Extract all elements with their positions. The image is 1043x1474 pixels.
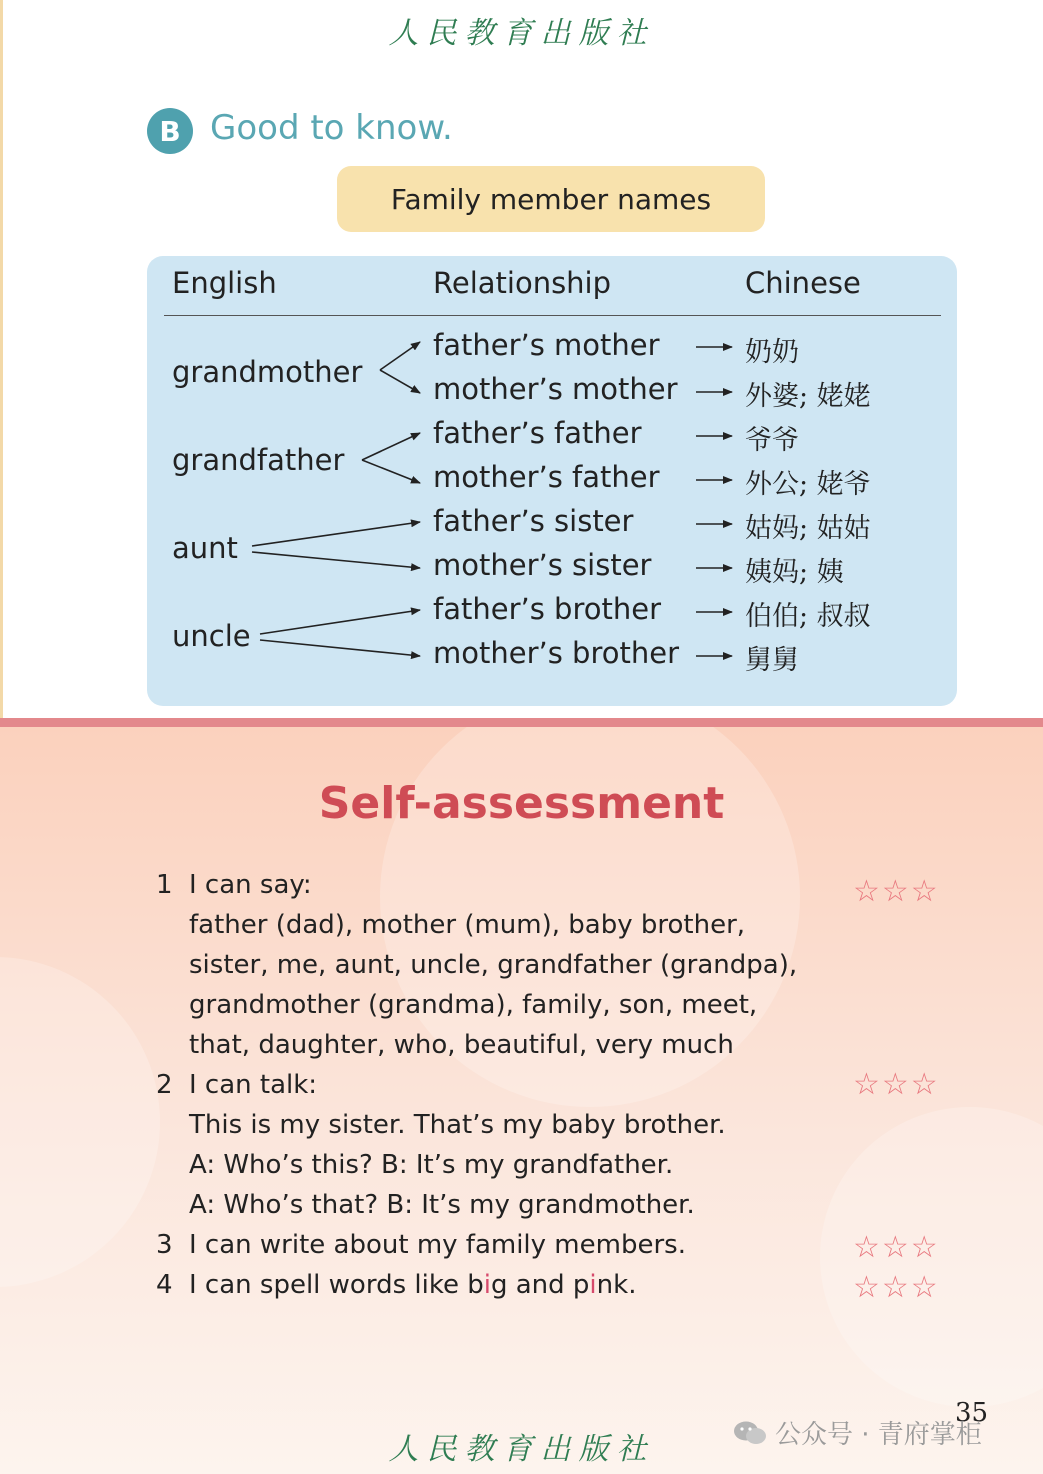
chinese-term: 奶奶 bbox=[745, 337, 799, 368]
arrow-line bbox=[380, 370, 420, 393]
chinese-term: 伯伯; 叔叔 bbox=[745, 601, 871, 632]
self-assessment-title: Self-assessment bbox=[318, 778, 725, 829]
watermark-text: 公众号 · 青府掌柜 bbox=[775, 1420, 982, 1450]
header-chinese: Chinese bbox=[745, 266, 861, 300]
term-grandmother: grandmother bbox=[172, 355, 363, 389]
item-text: I can say: bbox=[189, 870, 312, 900]
item-number: 4 bbox=[156, 1270, 173, 1300]
header-english: English bbox=[172, 266, 277, 300]
star-rating[interactable]: ☆☆☆ bbox=[853, 874, 940, 909]
relationship-text: mother’s brother bbox=[433, 636, 680, 670]
item-number: 2 bbox=[156, 1070, 173, 1100]
arrow-line bbox=[362, 433, 420, 460]
item-text: A: Who’s this? B: It’s my grandfather. bbox=[189, 1150, 674, 1180]
chinese-term: 外公; 姥爷 bbox=[745, 469, 871, 500]
item-text-part: g and p bbox=[490, 1270, 590, 1300]
table-title: Family member names bbox=[337, 166, 765, 232]
arrow-line bbox=[362, 460, 420, 483]
section-badge: B bbox=[147, 108, 193, 154]
relationship-text: father’s brother bbox=[433, 592, 661, 626]
relationship-text: father’s sister bbox=[433, 504, 634, 538]
item-text bbox=[189, 1270, 636, 1300]
term-uncle: uncle bbox=[172, 619, 251, 653]
arrow-line bbox=[252, 552, 420, 568]
item-text: grandmother (grandma), family, son, meet, bbox=[189, 990, 758, 1020]
relationship-text: mother’s mother bbox=[433, 372, 678, 406]
highlighted-letter: i bbox=[589, 1270, 597, 1300]
star-rating[interactable]: ☆☆☆ bbox=[853, 1067, 940, 1102]
arrow-line bbox=[252, 522, 420, 546]
relationship-arrows bbox=[0, 0, 1043, 718]
relationship-text: father’s father bbox=[433, 416, 642, 450]
term-grandfather: grandfather bbox=[172, 443, 345, 477]
chinese-term: 爷爷 bbox=[745, 425, 799, 456]
highlighted-letter: i bbox=[483, 1270, 491, 1300]
item-text: that, daughter, who, beautiful, very much bbox=[189, 1030, 734, 1060]
chinese-term: 姨妈; 姨 bbox=[745, 557, 844, 588]
star-rating[interactable]: ☆☆☆ bbox=[853, 1230, 940, 1265]
header-relationship: Relationship bbox=[433, 266, 612, 300]
relationship-text: mother’s sister bbox=[433, 548, 652, 582]
item-text: I can talk: bbox=[189, 1070, 318, 1100]
item-number: 1 bbox=[156, 870, 173, 900]
chinese-term: 舅舅 bbox=[745, 645, 799, 676]
relationship-text: father’s mother bbox=[433, 328, 660, 362]
item-text-part: I can spell words like b bbox=[189, 1270, 484, 1300]
relationship-text: mother’s father bbox=[433, 460, 660, 494]
term-aunt: aunt bbox=[172, 531, 238, 565]
star-rating[interactable]: ☆☆☆ bbox=[853, 1270, 940, 1305]
item-text: This is my sister. That’s my baby brother. bbox=[189, 1110, 726, 1140]
background-bubble bbox=[0, 957, 160, 1287]
item-number: 3 bbox=[156, 1230, 173, 1260]
publisher-footer: 人民教育出版社 bbox=[388, 1432, 655, 1467]
item-text-part: nk. bbox=[596, 1270, 637, 1300]
arrow-line bbox=[380, 342, 420, 370]
item-text: sister, me, aunt, uncle, grandfather (grandpa), bbox=[189, 950, 798, 980]
section-title: Good to know. bbox=[210, 108, 453, 148]
publisher-header: 人民教育出版社 bbox=[388, 16, 655, 51]
page-number: 35 bbox=[955, 1398, 989, 1428]
arrow-line bbox=[260, 640, 420, 656]
section-divider bbox=[0, 718, 1043, 727]
item-text: A: Who’s that? B: It’s my grandmother. bbox=[189, 1190, 695, 1220]
item-text: I can write about my family members. bbox=[189, 1230, 686, 1260]
chinese-term: 姑妈; 姑姑 bbox=[745, 513, 871, 544]
item-text: father (dad), mother (mum), baby brother, bbox=[189, 910, 746, 940]
chinese-term: 外婆; 姥姥 bbox=[745, 381, 871, 412]
arrow-line bbox=[260, 610, 420, 634]
